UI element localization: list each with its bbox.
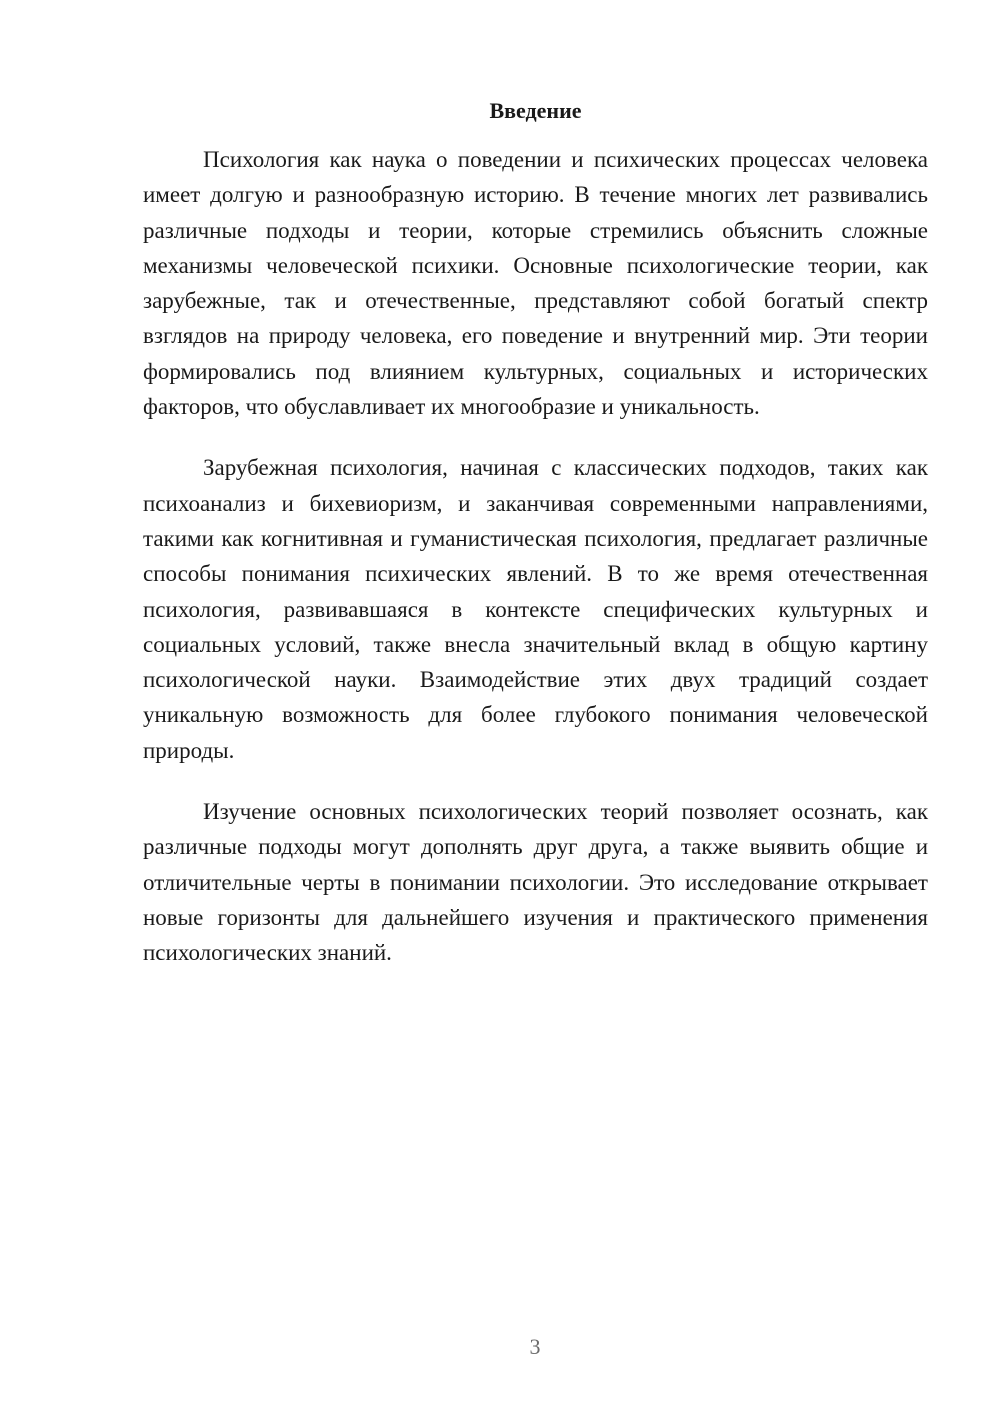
- paragraph-foreign-psychology: Зарубежная психология, начиная с классических подходов, таких как психоанализ и бихевиоризм, и заканчивая современными направлениями, такими как когнитивная и гуманистическая психология, предлагает различные способы понимания психических явлений. В то же время отечественная психология, развивавшаяся в контексте специфических культурных и социальных условий, также внесла значительный вклад в общую картину психологической науки. Взаимодействие этих двух традиций создает уникальную возможность для более глубокого понимания человеческой природы.: [143, 455, 928, 763]
- paragraph-theories-study: Изучение основных психологических теорий позволяет осознать, как различные подходы могут дополнять друг друга, а также выявить общие и отличительные черты в понимании психологии. Это исследование открывает новые горизонты для дальнейшего изучения и практического применения психологических знаний.: [143, 799, 928, 966]
- page-title: Введение: [489, 98, 582, 123]
- body-text: [143, 142, 928, 997]
- page-number: 3: [529, 1334, 541, 1359]
- paragraph-intro: Психология как наука о поведении и психических процессах человека имеет долгую и разнообразную историю. В течение многих лет развивались различные подходы и теории, которые стремились объяснить сложные механизмы человеческой психики. Основные психологические теории, как зарубежные, так и отечественные, представляют собой богатый спектр взглядов на природу человека, его поведение и внутренний мир. Эти теории формировались под влиянием культурных, социальных и исторических факторов, что обуславливает их многообразие и уникальность.: [143, 147, 928, 420]
